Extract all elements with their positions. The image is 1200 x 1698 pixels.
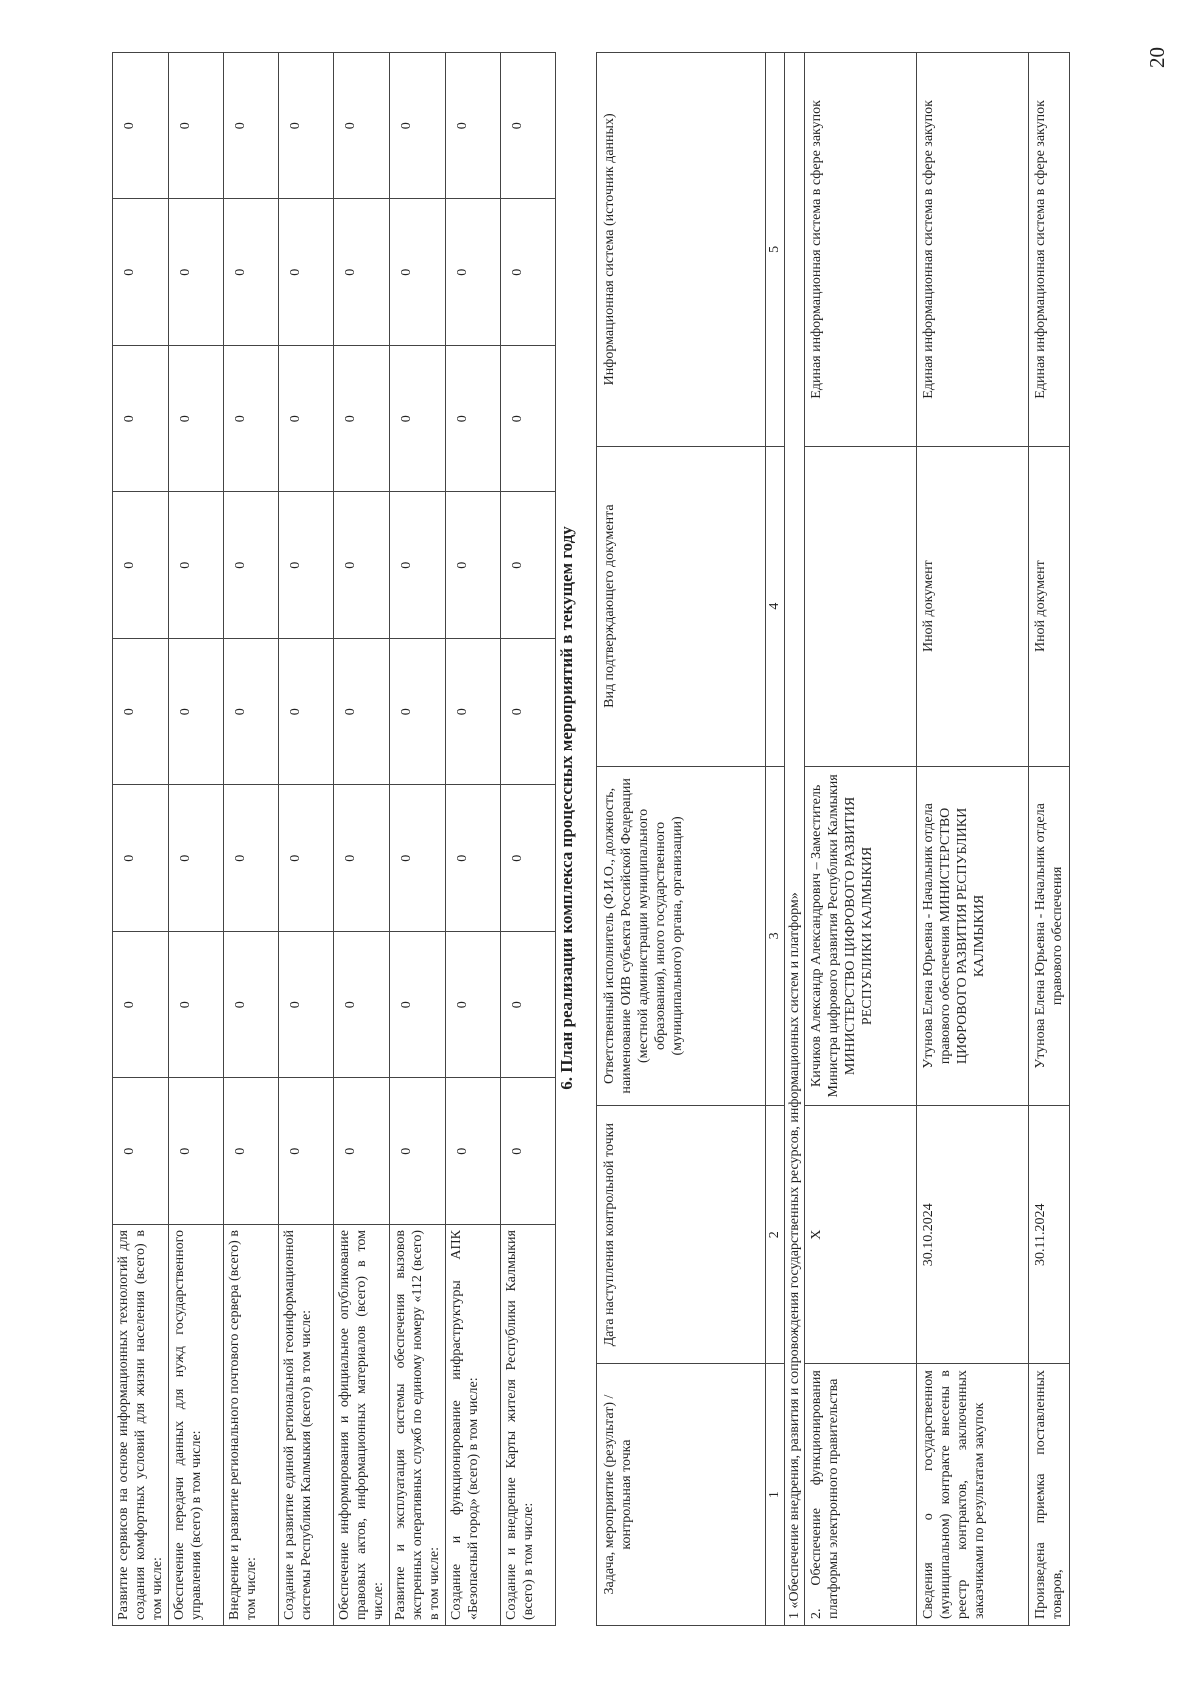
- funding-value: 0: [334, 1078, 390, 1225]
- funding-row-label: Создание и функционирование инфраструктуры АПК «Безопасный город» (всего) в том числе:: [446, 1225, 501, 1626]
- funding-value: 0: [224, 932, 279, 1079]
- funding-value: 0: [446, 199, 501, 346]
- info-system-cell: Единая информационная система в сфере закупок: [917, 53, 1029, 447]
- funding-value: 0: [224, 1078, 279, 1225]
- funding-row: [279, 53, 334, 1626]
- column-number: 1: [766, 1364, 785, 1626]
- funding-value: 0: [113, 1078, 169, 1225]
- responsible-cell: Кичиков Александр Александрович – Заместитель Министра цифрового развития Республики Калмыкия МИНИСТЕРСТВО ЦИФРОВОГО РАЗВИТИЯ РЕСПУБЛИКИ КАЛМЫКИЯ: [805, 766, 917, 1106]
- funding-value: 0: [501, 346, 556, 493]
- funding-table-body: [113, 53, 556, 1626]
- funding-value: 0: [390, 492, 446, 639]
- funding-value: 0: [169, 932, 224, 1079]
- funding-value: 0: [446, 785, 501, 932]
- funding-value: 0: [279, 199, 334, 346]
- page-number: 20: [1145, 47, 1169, 68]
- funding-value: 0: [390, 1078, 446, 1225]
- funding-row: [113, 53, 169, 1626]
- column-number: 4: [766, 446, 785, 766]
- funding-value: 0: [390, 53, 446, 200]
- funding-value: 0: [446, 1078, 501, 1225]
- responsible-cell: Утунова Елена Юрьевна - Начальник отдела правового обеспечения: [1029, 766, 1070, 1106]
- funding-value: 0: [446, 639, 501, 786]
- funding-row-label: Развитие сервисов на основе информационных технологий для создания комфортных условий для жизни населения (всего) в том числе:: [113, 1225, 169, 1626]
- funding-value: 0: [501, 53, 556, 200]
- task-cell: Сведения о государственном (муниципальном) контракте внесены в реестр контрактов, заключенных заказчиками по результатам закупок: [917, 1364, 1029, 1626]
- funding-value: 0: [390, 932, 446, 1079]
- section-row: [785, 53, 805, 1626]
- funding-value: 0: [169, 785, 224, 932]
- funding-value: 0: [334, 199, 390, 346]
- funding-value: 0: [446, 492, 501, 639]
- document-type-cell: Иной документ: [1029, 446, 1070, 766]
- funding-value: 0: [279, 639, 334, 786]
- funding-value: 0: [501, 639, 556, 786]
- column-number: 2: [766, 1106, 785, 1364]
- funding-value: 0: [334, 53, 390, 200]
- plan-table: [596, 52, 1070, 1626]
- funding-row: [169, 53, 224, 1626]
- funding-row: [446, 53, 501, 1626]
- funding-value: 0: [224, 639, 279, 786]
- funding-value: 0: [279, 53, 334, 200]
- funding-value: 0: [169, 346, 224, 493]
- funding-value: 0: [279, 932, 334, 1079]
- funding-value: 0: [113, 346, 169, 493]
- funding-value: 0: [390, 199, 446, 346]
- funding-value: 0: [113, 199, 169, 346]
- plan-header-row: [597, 53, 766, 1626]
- funding-value: 0: [501, 492, 556, 639]
- plan-row: [917, 53, 1029, 1626]
- funding-value: 0: [113, 492, 169, 639]
- task-cell: Произведена приемка поставленных товаров,: [1029, 1364, 1070, 1626]
- column-number: 3: [766, 766, 785, 1106]
- task-cell: 2. Обеспечение функционирования платформы электронного правительства: [805, 1364, 917, 1626]
- funding-value: 0: [279, 492, 334, 639]
- funding-value: 0: [334, 785, 390, 932]
- funding-value: 0: [169, 53, 224, 200]
- funding-value: 0: [224, 492, 279, 639]
- funding-value: 0: [224, 199, 279, 346]
- date-cell: Х: [805, 1106, 917, 1364]
- funding-value: 0: [501, 932, 556, 1079]
- funding-value: 0: [390, 346, 446, 493]
- funding-value: 0: [224, 346, 279, 493]
- funding-row: [390, 53, 446, 1626]
- funding-value: 0: [279, 1078, 334, 1225]
- funding-value: 0: [224, 53, 279, 200]
- funding-value: 0: [169, 639, 224, 786]
- funding-table: [112, 52, 556, 1626]
- funding-row: [334, 53, 390, 1626]
- funding-row: [224, 53, 279, 1626]
- funding-value: 0: [390, 785, 446, 932]
- funding-row-label: Внедрение и развитие регионального почтового сервера (всего) в том числе:: [224, 1225, 279, 1626]
- funding-row-label: Обеспечение передачи данных для нужд государственного управления (всего) в том числе:: [169, 1225, 224, 1626]
- funding-value: 0: [446, 346, 501, 493]
- header-document-type: Вид подтверждающего документа: [597, 446, 766, 766]
- funding-value: 0: [390, 639, 446, 786]
- funding-value: 0: [224, 785, 279, 932]
- funding-value: 0: [169, 492, 224, 639]
- responsible-cell: Утунова Елена Юрьевна - Начальник отдела правового обеспечения МИНИСТЕРСТВО ЦИФРОВОГО РАЗВИТИЯ РЕСПУБЛИКИ КАЛМЫКИЯ: [917, 766, 1029, 1106]
- funding-value: 0: [113, 932, 169, 1079]
- funding-value: 0: [501, 785, 556, 932]
- funding-value: 0: [501, 1078, 556, 1225]
- plan-row: [1029, 53, 1070, 1626]
- funding-row: [501, 53, 556, 1626]
- date-cell: 30.10.2024: [917, 1106, 1029, 1364]
- header-responsible: Ответственный исполнитель (Ф.И.О., должность, наименование ОИВ субъекта Российской Федерации (местной администрации муниципального образования), иного государственного (муниципального) органа, организации): [597, 766, 766, 1106]
- funding-value: 0: [113, 639, 169, 786]
- info-system-cell: Единая информационная система в сфере закупок: [1029, 53, 1070, 447]
- funding-value: 0: [334, 932, 390, 1079]
- date-cell: 30.11.2024: [1029, 1106, 1070, 1364]
- funding-value: 0: [334, 639, 390, 786]
- header-date: Дата наступления контрольной точки: [597, 1106, 766, 1364]
- document-type-cell: [805, 446, 917, 766]
- section-title: 6. План реализации комплекса процессных мероприятий в текущем году: [557, 526, 576, 1090]
- header-info-system: Информационная система (источник данных): [597, 53, 766, 447]
- column-number: 5: [766, 53, 785, 447]
- funding-row-label: Создание и внедрение Карты жителя Республики Калмыкия (всего) в том числе:: [501, 1225, 556, 1626]
- funding-value: 0: [279, 785, 334, 932]
- funding-value: 0: [113, 785, 169, 932]
- plan-row: [805, 53, 917, 1626]
- header-task: Задача, мероприятие (результат) / контрольная точка: [597, 1364, 766, 1626]
- document-type-cell: Иной документ: [917, 446, 1029, 766]
- funding-row-label: Создание и развитие единой региональной геоинформационной системы Республики Калмыкия (всего) в том числе:: [279, 1225, 334, 1626]
- funding-value: 0: [334, 492, 390, 639]
- funding-value: 0: [446, 53, 501, 200]
- funding-value: 0: [279, 346, 334, 493]
- info-system-cell: Единая информационная система в сфере закупок: [805, 53, 917, 447]
- section-row-text: 1 «Обеспечение внедрения, развития и сопровождения государственных ресурсов, информационных систем и платформ»: [785, 53, 805, 1626]
- funding-value: 0: [169, 1078, 224, 1225]
- funding-value: 0: [334, 346, 390, 493]
- column-numbers-row: [766, 53, 785, 1626]
- funding-row-label: Развитие и эксплуатация системы обеспечения вызовов экстренных оперативных служб по единому номеру «112 (всего) в том числе:: [390, 1225, 446, 1626]
- funding-row-label: Обеспечение информирования и официальное опубликование правовых актов, информационных материалов (всего) в том числе:: [334, 1225, 390, 1626]
- funding-value: 0: [113, 53, 169, 200]
- funding-value: 0: [446, 932, 501, 1079]
- funding-value: 0: [169, 199, 224, 346]
- funding-value: 0: [501, 199, 556, 346]
